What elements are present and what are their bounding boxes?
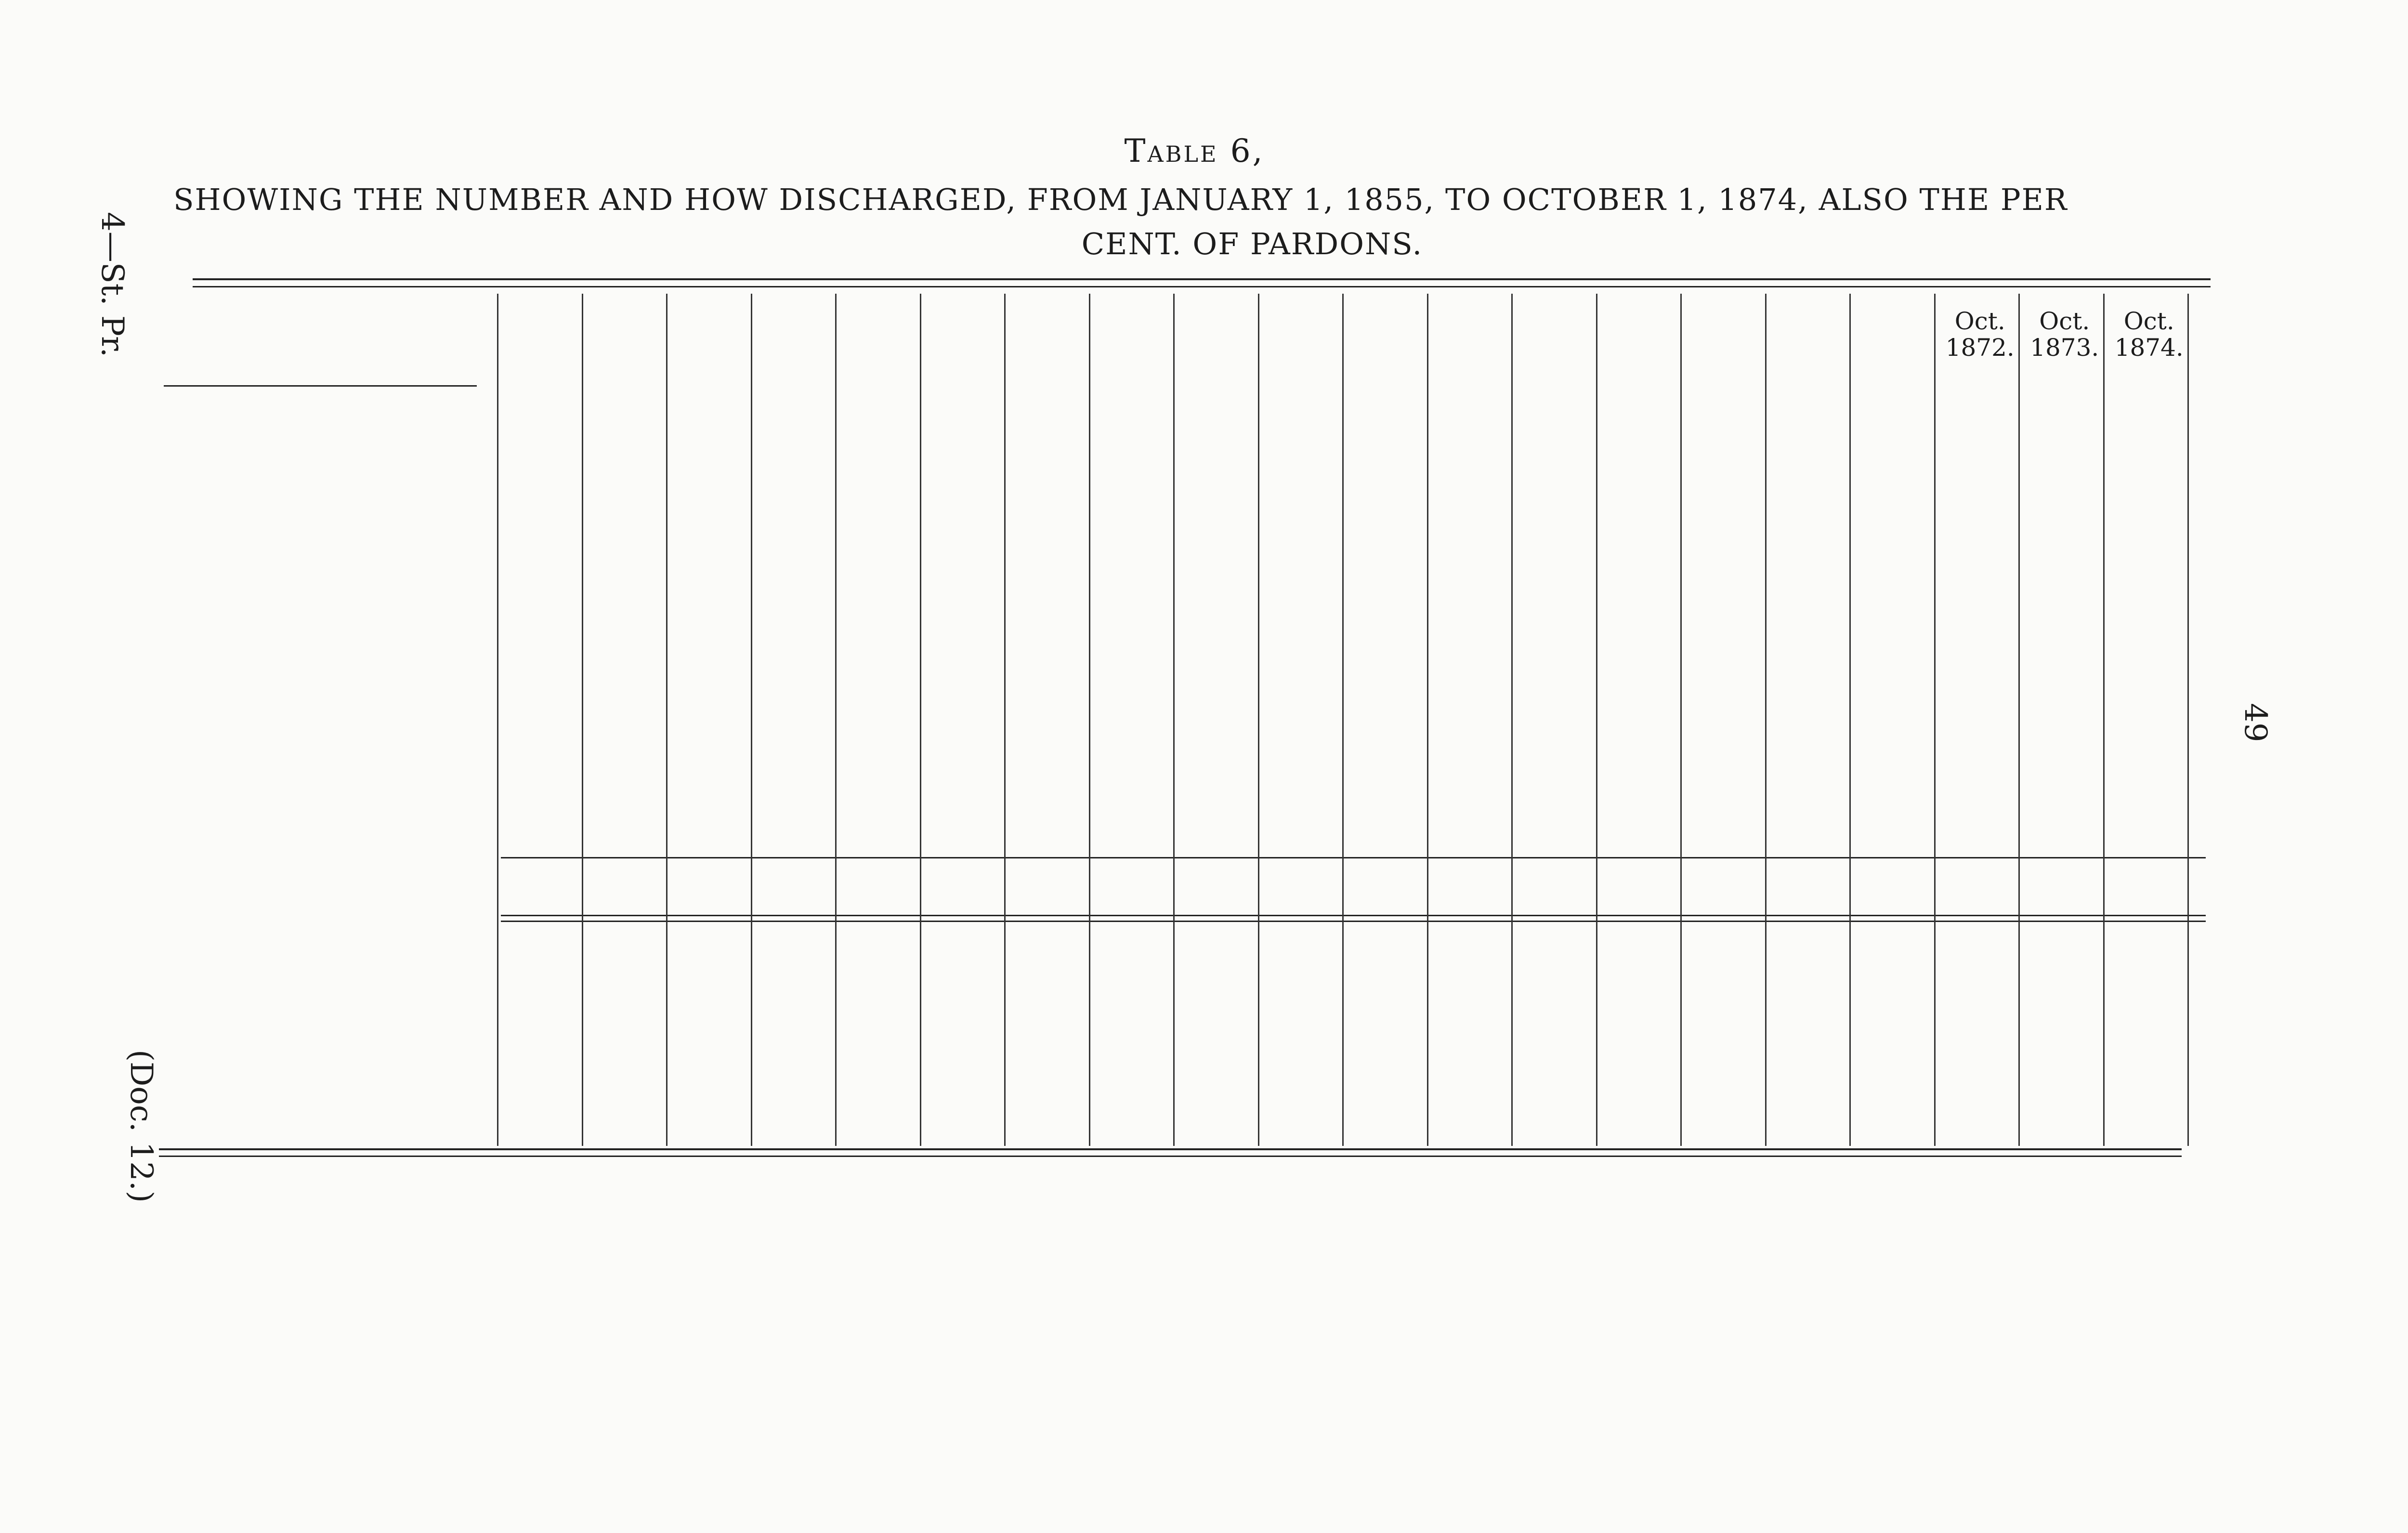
column-header: Oct. 1872. xyxy=(1945,307,2015,362)
column-divider xyxy=(1511,294,1513,1146)
column-header: Oct. 1873. xyxy=(2030,307,2099,362)
column-header: Oct. 1874. xyxy=(2114,307,2184,362)
column-divider xyxy=(835,294,837,1146)
column-divider xyxy=(666,294,667,1146)
column-divider xyxy=(1765,294,1767,1146)
column-divider xyxy=(1680,294,1682,1146)
column-divider xyxy=(2018,294,2020,1146)
table-title: Table 6, xyxy=(1124,132,1265,169)
page-number: 49 xyxy=(2238,703,2273,742)
column-divider xyxy=(497,294,498,1146)
column-divider xyxy=(920,294,921,1146)
column-divider xyxy=(582,294,583,1146)
column-divider xyxy=(751,294,752,1146)
column-divider xyxy=(2187,294,2189,1146)
table-subtitle-line-1: SHOWING THE NUMBER AND HOW DISCHARGED, FROM JANUARY 1, 1855, TO OCTOBER 1, 1874, ALSO THE PER xyxy=(173,182,2068,217)
table-subtitle-line-2: CENT. OF PARDONS. xyxy=(1081,226,1423,261)
side-note-top: 4—St. Pr. xyxy=(94,212,130,357)
bottom-rule-2 xyxy=(159,1156,2182,1157)
column-divider xyxy=(1258,294,1259,1146)
total-rule-top xyxy=(501,857,2206,858)
column-divider xyxy=(1004,294,1006,1146)
column-divider xyxy=(1427,294,1428,1146)
total-rule-bottom-2 xyxy=(501,921,2206,922)
bottom-rule xyxy=(159,1148,2182,1150)
total-rule-bottom xyxy=(501,915,2206,916)
top-rule-2 xyxy=(193,286,2211,287)
column-divider xyxy=(1089,294,1090,1146)
side-note-bottom: (Doc. 12.) xyxy=(123,1050,159,1203)
column-divider xyxy=(1342,294,1344,1146)
column-divider xyxy=(2103,294,2105,1146)
column-divider xyxy=(1596,294,1597,1146)
column-divider xyxy=(1173,294,1175,1146)
top-rule xyxy=(193,278,2211,280)
header-rule xyxy=(164,385,477,387)
column-divider xyxy=(1934,294,1936,1146)
column-divider xyxy=(1849,294,1851,1146)
